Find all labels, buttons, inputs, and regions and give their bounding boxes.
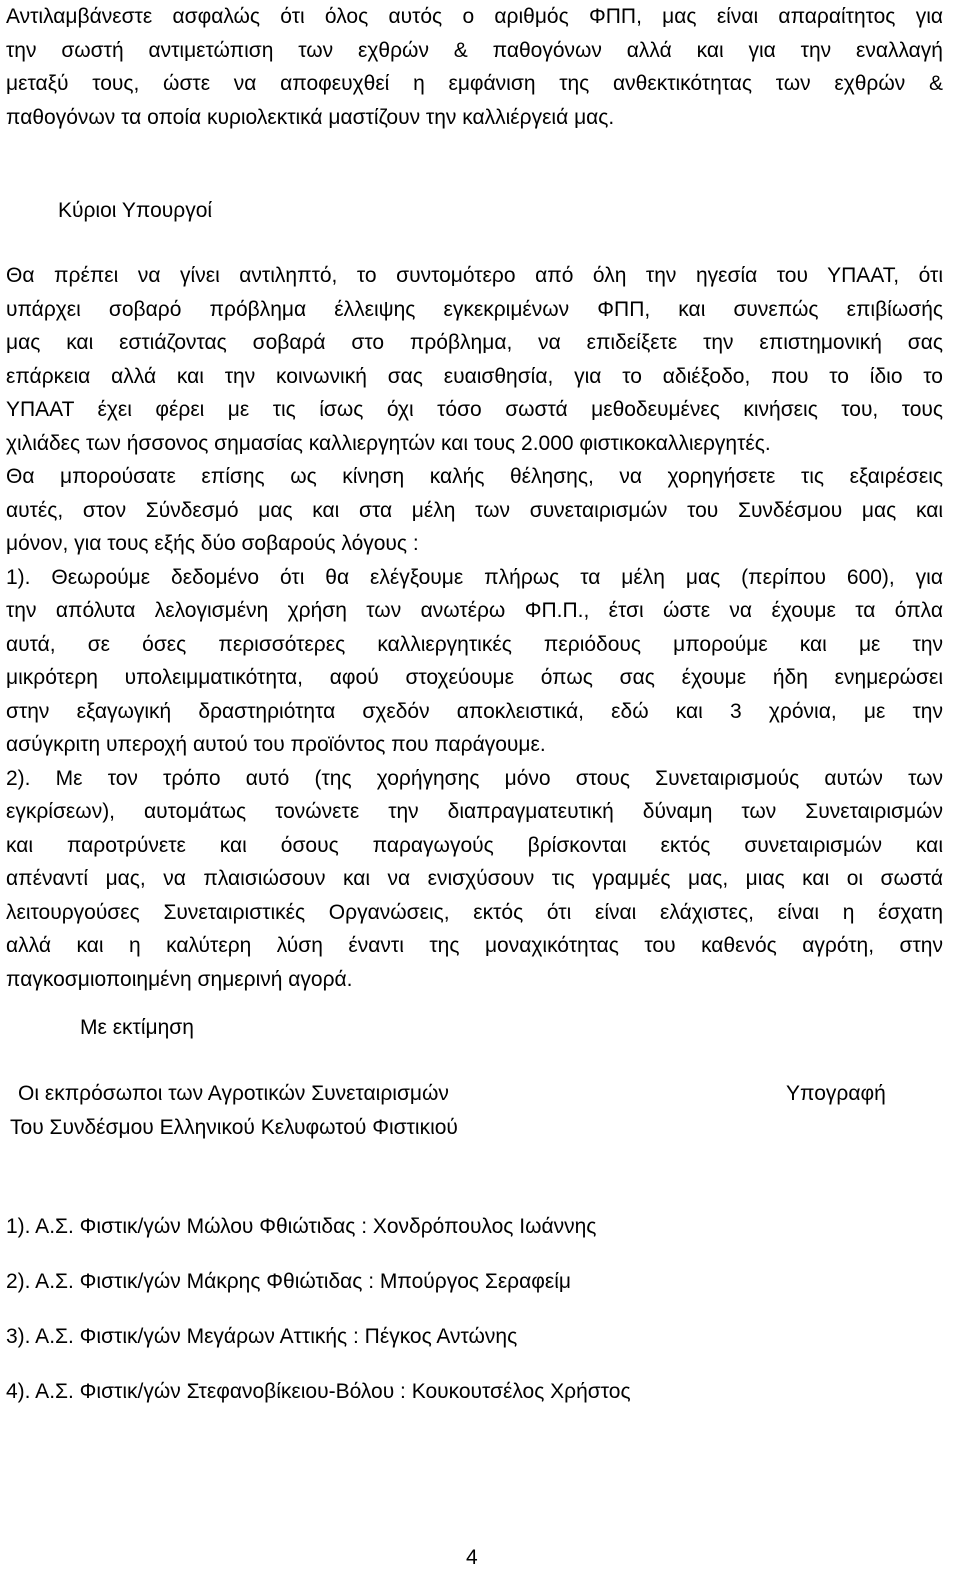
body-line: την απόλυτα λελογισμένη χρήση των ανωτέρω ΦΠ.Π., έτσι ώστε να έχουμε τα όπλα: [6, 599, 943, 622]
body-line: υπάρχει σοβαρό πρόβλημα έλλειψης εγκεκριμένων ΦΠΠ, και συνεπώς επιβίωσής: [6, 297, 943, 321]
body-line: μας και εστιάζοντας σοβαρά στο πρόβλημα, να επιδείξετε την επιστημονική σας: [6, 331, 943, 354]
signatories-line-1: Οι εκπρόσωποι των Αγροτικών Συνεταιρισμών: [18, 1082, 449, 1105]
body-line: αλλά και η καλύτερη λύση έναντι της μοναχικότητας του καθενός αγρότη, στην: [6, 934, 943, 957]
body-line: μόνον, για τους εξής δύο σοβαρούς λόγους :: [6, 532, 419, 555]
body-line: στην εξαγωγική δραστηριότητα σχεδόν αποκλειστικά, εδώ και 3 χρόνια, με την: [6, 699, 943, 723]
body-line: ΥΠΑΑΤ έχει φέρει με τις ίσως όχι τόσο σωστά μεθοδευμένες κινήσεις του, τους: [6, 398, 943, 421]
member-item: 2). Α.Σ. Φιστικ/γών Μάκρης Φθιώτιδας : Μπούργος Σεραφείμ: [6, 1270, 572, 1293]
closing: Με εκτίμηση: [80, 1016, 194, 1039]
body-line: αυτές, στον Σύνδεσμό μας και στα μέλη των συνεταιρισμών του Συνδέσμου μας και: [6, 498, 943, 522]
member-item: 1). Α.Σ. Φιστικ/γών Μώλου Φθιώτιδας : Χονδρόπουλος Ιωάννης: [6, 1215, 597, 1238]
body-line: 1). Θεωρούμε δεδομένο ότι θα ελέγξουμε πλήρως τα μέλη μας (περίπου 600), για: [6, 565, 943, 589]
member-item: 4). Α.Σ. Φιστικ/γών Στεφανοβίκειου-Βόλου : Κουκουτσέλος Χρήστος: [6, 1380, 631, 1403]
signatories-line-2: Του Συνδέσμου Ελληνικού Κελυφωτού Φιστικιού: [10, 1116, 458, 1139]
intro-line: παθογόνων τα οποία κυριολεκτικά μαστίζουν την καλλιέργειά μας.: [6, 105, 615, 129]
salutation: Κύριοι Υπουργοί: [58, 199, 213, 222]
body-line: μικρότερη υπολειμματικότητα, αφού στοχεύουμε όπως σας έχουμε ήδη ενημερώσει: [6, 666, 943, 689]
body-line: 2). Με τον τρόπο αυτό (της χορήγησης μόνο στους Συνεταιρισμούς αυτών των: [6, 766, 943, 790]
body-line: Θα πρέπει να γίνει αντιληπτό, το συντομότερο από όλη την ηγεσία του ΥΠΑΑΤ, ότι: [6, 264, 943, 287]
body-line: χιλιάδες των ήσσονος σημασίας καλλιεργητών και τους 2.000 φιστικοκαλλιεργητές.: [6, 431, 771, 455]
intro-paragraph: [6, 0, 943, 134]
intro-line: Αντιλαμβάνεστε ασφαλώς ότι όλος αυτός ο αριθμός ΦΠΠ, μας είναι απαραίτητος για: [6, 5, 943, 28]
body-line: παγκοσμιοποιημένη σημερινή αγορά.: [6, 967, 353, 991]
intro-line: την σωστή αντιμετώπιση των εχθρών & παθογόνων αλλά και για την εναλλαγή: [6, 38, 943, 62]
body-line: αυτά, σε όσες περισσότερες καλλιεργητικές περιόδους μπορούμε και με την: [6, 632, 943, 656]
page-number: 4: [466, 1546, 478, 1569]
body-line: επάρκεια αλλά και την κοινωνική σας ευαισθησία, για το αδιέξοδο, που το ίδιο το: [6, 364, 943, 388]
signature-label: Υπογραφή: [786, 1082, 886, 1105]
body-line: λειτουργούσες Συνεταιριστικές Οργανώσεις, εκτός ότι είναι ελάχιστες, είναι η έσχατη: [6, 900, 943, 924]
body-line: Θα μπορούσατε επίσης ως κίνηση καλής θέλησης, να χορηγήσετε τις εξαιρέσεις: [6, 465, 943, 488]
member-item: 3). Α.Σ. Φιστικ/γών Μεγάρων Αττικής : Πέγκος Αντώνης: [6, 1325, 518, 1348]
body-line: απέναντί μας, να πλαισιώσουν και να ενισχύσουν τις γραμμές μας, μιας και οι σωστά: [6, 867, 943, 890]
body-line: ασύγκριτη υπεροχή αυτού του προϊόντος που παράγουμε.: [6, 733, 546, 756]
body-line: εγκρίσεων), αυτομάτως τονώνετε την διαπραγματευτική δύναμη των Συνεταιρισμών: [6, 800, 943, 823]
body-paragraph: [6, 259, 943, 996]
body-line: και παροτρύνετε και όσους παραγωγούς βρίσκονται εκτός συνεταιρισμών και: [6, 833, 943, 857]
intro-line: μεταξύ τους, ώστε να αποφευχθεί η εμφάνιση της ανθεκτικότητας των εχθρών &: [6, 72, 943, 95]
